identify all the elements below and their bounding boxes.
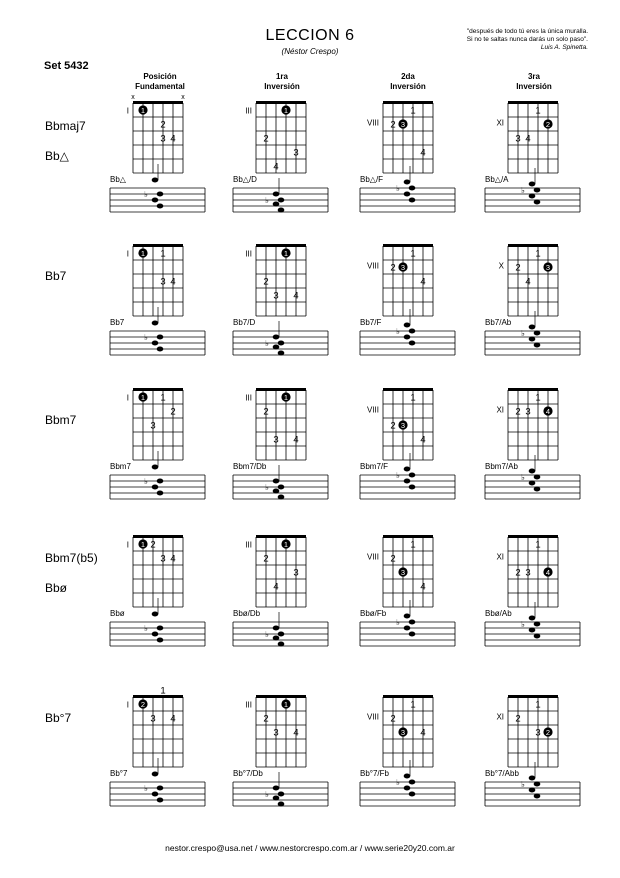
flat-sign: ♭ <box>396 327 400 336</box>
finger-number: 2 <box>150 539 156 551</box>
finger-number: 4 <box>420 276 426 288</box>
staff-chord-label: Bb△/F <box>360 175 384 184</box>
staff-note <box>273 345 280 350</box>
staff-note <box>409 792 416 797</box>
finger-dot-label: 3 <box>400 420 406 430</box>
finger-number: 4 <box>420 581 426 593</box>
chord-name-label: Bb7 <box>45 269 67 283</box>
chord-fret-label: XI <box>496 405 504 415</box>
finger-dot-label: 4 <box>545 406 551 416</box>
finger-number: 3 <box>160 553 166 565</box>
staff-note <box>529 469 536 474</box>
chord-diagram-nut <box>256 388 306 391</box>
finger-dot-label: 3 <box>400 567 406 577</box>
staff-chord-label: Bb°7/Abb <box>485 769 519 778</box>
staff-note <box>152 632 159 637</box>
staff-note <box>152 485 159 490</box>
finger-dot-label: 3 <box>545 262 551 272</box>
staff-note <box>529 481 536 486</box>
staff-note <box>534 188 541 193</box>
finger-number: 4 <box>170 276 176 288</box>
chord-diagram-nut <box>133 535 183 538</box>
chord-diagram <box>508 388 558 460</box>
finger-number: 1 <box>410 105 416 117</box>
finger-number: 4 <box>525 276 531 288</box>
staff-chord-label: Bb7 <box>110 318 125 327</box>
finger-number: 2 <box>390 553 396 565</box>
staff-note <box>404 479 411 484</box>
chord-diagram-nut <box>383 388 433 391</box>
finger-number: 2 <box>515 567 521 579</box>
staff-chord-label: Bbø/Ab <box>485 609 512 618</box>
staff-note <box>273 479 280 484</box>
finger-number: 2 <box>515 262 521 274</box>
chord-diagram-nut <box>133 101 183 104</box>
staff-note <box>529 788 536 793</box>
staff-chord-label: Bbø/Fb <box>360 609 387 618</box>
finger-number: 2 <box>390 119 396 131</box>
staff-note <box>157 479 164 484</box>
flat-sign: ♭ <box>265 630 269 639</box>
finger-number: 2 <box>263 133 269 145</box>
finger-number: 4 <box>273 581 279 593</box>
finger-number: 1 <box>535 539 541 551</box>
finger-number: 2 <box>515 406 521 418</box>
flat-sign: ♭ <box>521 329 525 338</box>
finger-number: 3 <box>293 147 299 159</box>
flat-sign: ♭ <box>144 190 148 199</box>
finger-number: 3 <box>273 434 279 446</box>
staff-note <box>409 620 416 625</box>
staff-note <box>529 194 536 199</box>
staff-note <box>409 780 416 785</box>
staff-note <box>409 341 416 346</box>
staff-chord-label: Bbm7/Db <box>233 462 267 471</box>
staff-chord-label: Bb°7 <box>110 769 128 778</box>
finger-number: 3 <box>150 420 156 432</box>
finger-dot-label: 1 <box>140 392 146 402</box>
staff-note <box>157 204 164 209</box>
flat-sign: ♭ <box>396 184 400 193</box>
music-staff <box>110 164 205 212</box>
finger-number: 2 <box>170 406 176 418</box>
column-header-line: 3ra <box>527 72 540 81</box>
finger-number: 4 <box>293 434 299 446</box>
finger-number: 4 <box>170 553 176 565</box>
staff-note <box>157 798 164 803</box>
staff-note <box>404 323 411 328</box>
staff-note <box>534 634 541 639</box>
finger-number: 2 <box>390 262 396 274</box>
finger-number: 1 <box>410 248 416 260</box>
chord-fret-label: III <box>245 700 252 710</box>
flat-sign: ♭ <box>396 778 400 787</box>
set-label: Set 5432 <box>44 60 89 72</box>
finger-dot-label: 2 <box>545 119 551 129</box>
chord-fret-label: VIII <box>366 261 379 271</box>
staff-note <box>157 347 164 352</box>
chord-fret-label: I <box>126 106 129 116</box>
finger-dot-label: 3 <box>400 119 406 129</box>
staff-note <box>409 329 416 334</box>
staff-note <box>278 485 285 490</box>
chord-diagram-nut <box>133 388 183 391</box>
page-subtitle: (Néstor Crespo) <box>281 47 339 56</box>
chord-fret-label: VIII <box>366 552 379 562</box>
column-header-line: Posición <box>143 72 177 81</box>
finger-dot-label: 2 <box>545 727 551 737</box>
muted-string-mark: x <box>181 94 185 101</box>
finger-dot-label: 4 <box>545 567 551 577</box>
staff-note <box>278 351 285 356</box>
flat-sign: ♭ <box>144 784 148 793</box>
finger-dot-label: 1 <box>283 248 289 258</box>
staff-note <box>534 487 541 492</box>
staff-note <box>273 202 280 207</box>
staff-note <box>409 473 416 478</box>
flat-sign: ♭ <box>521 780 525 789</box>
staff-note <box>152 612 159 617</box>
epigraph-line-1: "después de todo tú eres la única muralla. <box>466 28 588 35</box>
music-staff <box>110 758 205 806</box>
staff-note <box>404 192 411 197</box>
chord-fret-label: VIII <box>366 405 379 415</box>
staff-note <box>273 192 280 197</box>
muted-string-mark: x <box>131 94 135 101</box>
column-header-line: Inversión <box>516 82 552 91</box>
chord-fret-label: XI <box>496 552 504 562</box>
finger-dot-label: 1 <box>283 392 289 402</box>
chord-name-label: Bbm7 <box>45 413 77 427</box>
staff-note <box>534 782 541 787</box>
chord-fret-label: I <box>126 540 129 550</box>
staff-note <box>404 786 411 791</box>
finger-number: 1 <box>535 105 541 117</box>
column-header-line: 2da <box>401 72 415 81</box>
chord-fret-label: XI <box>496 712 504 722</box>
staff-note <box>404 335 411 340</box>
flat-sign: ♭ <box>521 620 525 629</box>
staff-note <box>152 178 159 183</box>
chord-diagram-nut <box>256 244 306 247</box>
chord-diagram <box>508 244 558 316</box>
staff-note <box>534 200 541 205</box>
epigraph-line-2: Si no te saltas nunca darás un solo paso". <box>466 36 588 43</box>
finger-number: 4 <box>420 434 426 446</box>
finger-number: 2 <box>390 713 396 725</box>
staff-note <box>404 180 411 185</box>
finger-dot-label: 1 <box>283 539 289 549</box>
staff-note <box>152 772 159 777</box>
finger-number: 3 <box>150 713 156 725</box>
staff-note <box>534 475 541 480</box>
chord-diagram-nut <box>133 244 183 247</box>
staff-note <box>409 186 416 191</box>
finger-number: 3 <box>273 290 279 302</box>
staff-note <box>534 794 541 799</box>
finger-number: 4 <box>420 147 426 159</box>
finger-number: 1 <box>535 248 541 260</box>
chord-name-label: Bb△ <box>45 149 69 163</box>
finger-number: 4 <box>170 133 176 145</box>
finger-number: 4 <box>273 161 279 173</box>
staff-note <box>529 776 536 781</box>
chord-diagram-nut <box>383 535 433 538</box>
finger-number: 3 <box>525 406 531 418</box>
staff-chord-label: Bb7/D <box>233 318 256 327</box>
flat-sign: ♭ <box>265 339 269 348</box>
finger-number: 2 <box>263 553 269 565</box>
finger-number: 1 <box>160 248 166 260</box>
chord-diagram <box>508 695 558 767</box>
flat-sign: ♭ <box>144 477 148 486</box>
staff-chord-label: Bb7/F <box>360 318 382 327</box>
chord-fret-label: III <box>245 393 252 403</box>
staff-note <box>534 331 541 336</box>
finger-number: 3 <box>273 727 279 739</box>
finger-number: 1 <box>410 699 416 711</box>
chord-diagram <box>383 101 433 173</box>
chord-name-label: Bbmaj7 <box>45 119 86 133</box>
staff-note <box>278 642 285 647</box>
staff-note <box>273 626 280 631</box>
finger-number: 2 <box>263 276 269 288</box>
chord-fret-label: I <box>126 249 129 259</box>
staff-note <box>404 626 411 631</box>
chord-diagram-nut <box>256 695 306 698</box>
finger-number: 1 <box>410 392 416 404</box>
flat-sign: ♭ <box>144 333 148 342</box>
finger-dot-label: 1 <box>283 105 289 115</box>
finger-number: 4 <box>293 290 299 302</box>
staff-note <box>534 343 541 348</box>
staff-note <box>152 341 159 346</box>
column-header-line: 1ra <box>275 72 288 81</box>
staff-note <box>273 489 280 494</box>
staff-chord-label: Bbm7/F <box>360 462 389 471</box>
chord-diagram-nut <box>133 695 183 698</box>
staff-note <box>278 341 285 346</box>
staff-note <box>273 636 280 641</box>
staff-note <box>529 182 536 187</box>
epigraph-author: Luis A. Spinetta. <box>540 44 588 51</box>
staff-chord-label: Bbm7 <box>110 462 131 471</box>
staff-note <box>273 335 280 340</box>
flat-sign: ♭ <box>521 186 525 195</box>
flat-sign: ♭ <box>265 483 269 492</box>
staff-note <box>529 616 536 621</box>
chord-diagram <box>383 535 433 607</box>
chord-fret-label: I <box>126 700 129 710</box>
flat-sign: ♭ <box>144 624 148 633</box>
chord-diagram-nut <box>383 101 433 104</box>
staff-chord-label: Bb△/A <box>485 175 509 184</box>
staff-note <box>157 491 164 496</box>
staff-note <box>152 792 159 797</box>
chord-fret-label: VIII <box>366 118 379 128</box>
chord-fret-label: III <box>245 106 252 116</box>
staff-note <box>409 198 416 203</box>
staff-chord-label: Bb△ <box>110 175 126 184</box>
staff-note <box>404 614 411 619</box>
chord-fret-label: X <box>498 261 504 271</box>
staff-chord-label: Bb△/D <box>233 175 257 184</box>
chord-fret-label: III <box>245 540 252 550</box>
staff-note <box>157 335 164 340</box>
chord-fret-label: III <box>245 249 252 259</box>
finger-number: 2 <box>515 713 521 725</box>
staff-note <box>278 208 285 213</box>
finger-dot-label: 2 <box>140 699 146 709</box>
chord-diagram-nut <box>383 695 433 698</box>
staff-chord-label: Bbm7/Ab <box>485 462 518 471</box>
chord-diagram-nut <box>508 535 558 538</box>
staff-note <box>529 628 536 633</box>
chord-diagram-nut <box>508 695 558 698</box>
finger-number: 3 <box>160 276 166 288</box>
flat-sign: ♭ <box>396 618 400 627</box>
staff-chord-label: Bbø/Db <box>233 609 261 618</box>
chord-diagram-nut <box>256 535 306 538</box>
finger-number: 2 <box>160 119 166 131</box>
chord-fret-label: VIII <box>366 712 379 722</box>
column-header-line: Inversión <box>264 82 300 91</box>
finger-dot-label: 1 <box>140 105 146 115</box>
chord-diagram-nut <box>256 101 306 104</box>
finger-number: 2 <box>390 420 396 432</box>
chord-diagram <box>256 388 306 460</box>
chord-diagram-nut <box>508 101 558 104</box>
staff-note <box>278 792 285 797</box>
staff-note <box>404 774 411 779</box>
finger-dot-label: 1 <box>140 539 146 549</box>
staff-note <box>157 638 164 643</box>
finger-dot-label: 3 <box>400 262 406 272</box>
finger-number: 2 <box>263 406 269 418</box>
finger-dot-label: 1 <box>283 699 289 709</box>
finger-number: 1 <box>535 392 541 404</box>
staff-chord-label: Bb7/Ab <box>485 318 512 327</box>
staff-chord-label: Bbø <box>110 609 125 618</box>
page-title: LECCION 6 <box>265 27 355 44</box>
finger-dot-label: 3 <box>400 727 406 737</box>
staff-note <box>409 485 416 490</box>
chord-name-label: Bbm7(b5) <box>45 551 98 565</box>
chord-diagram-nut <box>508 244 558 247</box>
staff-note <box>409 632 416 637</box>
flat-sign: ♭ <box>396 471 400 480</box>
staff-chord-label: Bb°7/Fb <box>360 769 389 778</box>
finger-number: 1 <box>535 699 541 711</box>
finger-number: 3 <box>515 133 521 145</box>
staff-note <box>157 626 164 631</box>
finger-number: 3 <box>535 727 541 739</box>
music-staff <box>110 451 205 499</box>
column-header-line: Inversión <box>390 82 426 91</box>
finger-number: 1 <box>160 685 166 697</box>
flat-sign: ♭ <box>265 790 269 799</box>
flat-sign: ♭ <box>265 196 269 205</box>
finger-number: 2 <box>263 713 269 725</box>
staff-note <box>273 786 280 791</box>
chord-name-label: Bbø <box>45 581 68 595</box>
staff-note <box>278 495 285 500</box>
finger-number: 4 <box>170 713 176 725</box>
staff-note <box>529 337 536 342</box>
footer-links: nestor.crespo@usa.net / www.nestorcrespo.com.ar / www.serie20y20.com.ar <box>165 843 455 853</box>
chord-fret-label: I <box>126 393 129 403</box>
finger-number: 3 <box>293 567 299 579</box>
staff-note <box>278 632 285 637</box>
finger-number: 4 <box>293 727 299 739</box>
finger-dot-label: 1 <box>140 248 146 258</box>
chord-diagram-nut <box>508 388 558 391</box>
staff-note <box>278 198 285 203</box>
staff-note <box>152 321 159 326</box>
finger-number: 3 <box>160 133 166 145</box>
flat-sign: ♭ <box>521 473 525 482</box>
staff-note <box>278 802 285 807</box>
staff-note <box>152 198 159 203</box>
music-staff <box>110 598 205 646</box>
staff-note <box>157 192 164 197</box>
staff-note <box>529 325 536 330</box>
chord-diagram-nut <box>383 244 433 247</box>
staff-note <box>273 796 280 801</box>
chord-fret-label: XI <box>496 118 504 128</box>
finger-number: 4 <box>420 727 426 739</box>
finger-number: 1 <box>410 539 416 551</box>
finger-number: 4 <box>525 133 531 145</box>
staff-note <box>534 622 541 627</box>
staff-note <box>404 467 411 472</box>
staff-note <box>157 786 164 791</box>
finger-number: 1 <box>160 392 166 404</box>
chord-name-label: Bb°7 <box>45 711 72 725</box>
column-header-line: Fundamental <box>135 82 185 91</box>
finger-number: 3 <box>525 567 531 579</box>
staff-note <box>152 465 159 470</box>
staff-chord-label: Bb°7/Db <box>233 769 263 778</box>
music-staff <box>110 307 205 355</box>
